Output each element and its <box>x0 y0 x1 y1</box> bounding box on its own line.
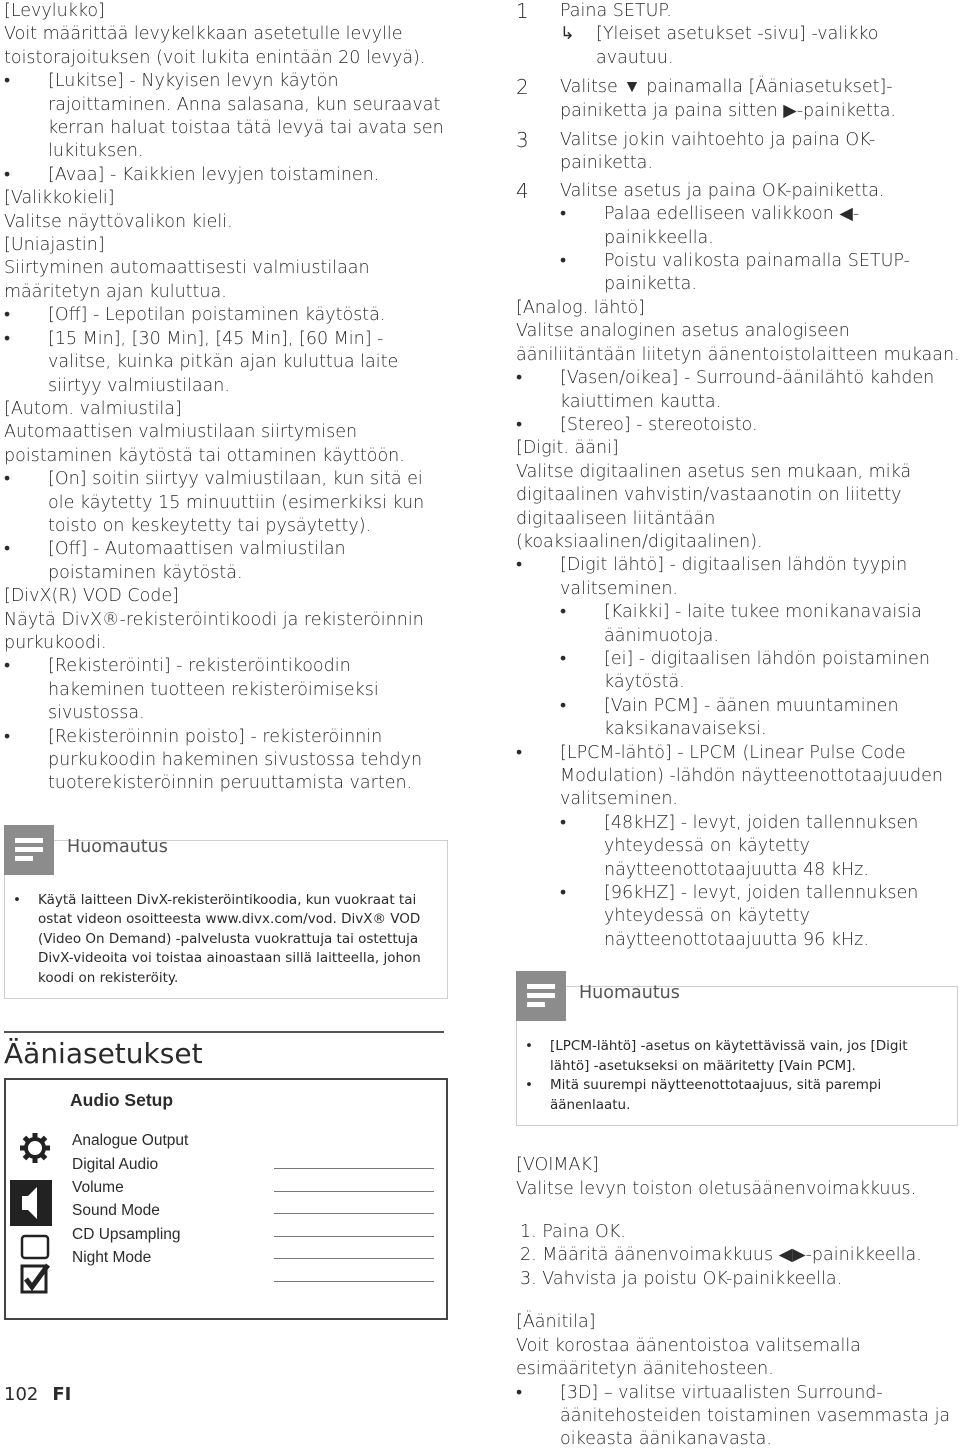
note-icon <box>4 825 54 875</box>
note-box <box>4 836 448 1000</box>
audio-setup-screen <box>4 1078 448 1320</box>
digital-heading: [Digit. ääni] <box>516 438 619 459</box>
volume-step-1: 1. Paina OK. <box>520 1222 626 1243</box>
note-text: • Käytä laitteen DivX-rekisteröintikoodia, kun vuokraat tai ostat videon osoitteesta www.divx.com/vod. DivX® VOD (Video On Demand) -palvelusta vuokrattuja tai ostettuja DivX-videoita voi toistaa ainoastaan sillä laitteella, johon koodi on rekisteröity. <box>13 891 435 989</box>
menu-item-volume[interactable]: Volume <box>68 1177 244 1200</box>
step-1: 1 Paina SETUP. <box>516 0 672 23</box>
lpcm-sub-48: • [48kHZ] - levyt, joiden tallennuksen yhteydessä on käytetty näytteenottotaajuutta 48 kHz. <box>516 812 960 882</box>
analog-heading: [Analog. lähtö] <box>516 297 645 318</box>
lock-description: Voit määrittää levykelkkaan asetetulle levylle toistorajoituksen (voit lukita enintään 20 levyä). <box>4 24 426 68</box>
audio-setup-sidebar <box>8 1124 54 1314</box>
menu-item-analogue-output[interactable]: Analogue Output <box>68 1130 244 1153</box>
sound-mode-bullet-3d: • [3D] – valitse virtuaalisten Surround-äänitehosteiden toistaminen vasemmasta ja oikeasta äänikanavasta. <box>516 1382 960 1452</box>
sleep-timer-bullet-minutes: • [15 Min], [30 Min], [45 Min], [60 Min] - valitse, kuinka pitkän ajan kuluttua laite siirtyy valmiustilaan. <box>4 328 448 398</box>
audio-setup-title: Audio Setup <box>70 1090 174 1111</box>
audio-setup-menu <box>68 1130 244 1270</box>
auto-standby-heading: [Autom. valmiustila] <box>4 398 182 419</box>
note-title-right: Huomautus <box>579 983 680 1004</box>
sleep-timer-bullet-off: • [Off] - Lepotilan poistaminen käytöstä. <box>4 304 448 327</box>
digital-bullet-output: • [Digit lähtö] - digitaalisen lähdön tyypin valitseminen. <box>516 554 960 601</box>
page-language: FI <box>52 1384 72 1405</box>
left-column <box>4 0 448 1320</box>
screen-icon[interactable] <box>22 1236 48 1258</box>
menu-language-description: Valitse näyttövalikon kieli. <box>4 211 233 232</box>
digital-sub-off: • [ei] - digitaalisen lähdön poistaminen käytöstä. <box>516 648 960 695</box>
page-number: 102 <box>4 1384 39 1405</box>
page-footer <box>4 1384 71 1405</box>
menu-item-night-mode[interactable]: Night Mode <box>68 1247 244 1270</box>
divx-heading: [DivX(R) VOD Code] <box>4 586 179 607</box>
divx-bullet-register: • [Rekisteröinti] - rekisteröintikoodin hakeminen tuotteen rekisteröimiseksi sivustossa. <box>4 655 448 725</box>
note-icon <box>516 971 566 1021</box>
section-title: Ääniasetukset <box>4 1037 203 1071</box>
sound-mode-description: Voit korostaa äänentoistoa valitsemalla esimääritetyn äänitehosteen. <box>516 1335 861 1380</box>
digital-sub-all: • [Kaikki] - laite tukee monikanavaisia äänimuotoja. <box>516 601 960 648</box>
gear-icon[interactable] <box>20 1133 50 1163</box>
divx-bullet-deregister: • [Rekisteröinnin poisto] - rekisteröinnin purkukoodin hakeminen sivustossa tehdyn tuoterekisteröinnin peruuttamista varten. <box>4 726 448 796</box>
right-column <box>516 0 960 1452</box>
analog-description: Valitse analoginen asetus analogiseen ääniliitäntään liitetyn äänentoistolaitteen mukaan. <box>516 321 960 365</box>
digital-description: Valitse digitaalinen asetus sen mukaan, mikä digitaalinen vahvistin/vastaanotin on liitetty digitaaliseen liitäntään (koaksiaalinen/digitaalinen). <box>516 461 912 552</box>
lock-bullet-unlock: • [Avaa] - Kaikkien levyjen toistaminen. <box>4 164 448 187</box>
note-header <box>5 836 447 891</box>
step-1-result: ↳ [Yleiset asetukset -sivu] -valikko avautuu. <box>560 24 879 68</box>
menu-item-sound-mode[interactable]: Sound Mode <box>68 1200 244 1223</box>
speaker-icon[interactable] <box>10 1180 52 1226</box>
sleep-timer-heading: [Uniajastin] <box>4 235 105 256</box>
menu-item-digital-audio[interactable]: Digital Audio <box>68 1154 244 1177</box>
step-3: 3 Valitse jokin vaihtoehto ja paina OK-painiketta. <box>516 128 876 174</box>
auto-standby-bullet-on: • [On] soitin siirtyy valmiustilaan, kun sitä ei ole käytetty 15 minuuttiin (esimerkiksi kun toisto on keskeytetty tai pysäytetty). <box>4 468 448 538</box>
volume-step-3: 3. Vahvista ja poistu OK-painikkeella. <box>520 1268 843 1289</box>
sleep-timer-description: Siirtyminen automaattisesti valmiustilaan määritetyn ajan kuluttua. <box>4 258 370 302</box>
note-right-bullet-2: • Mitä suurempi näytteenottotaajuus, sitä parempi äänenlaatu. <box>525 1076 945 1115</box>
lock-bullet-lock: • [Lukitse] - Nykyisen levyn käytön rajoittaminen. Anna salasana, kun seuraavat kerran haluat toistaa tätä levyä tai avata sen lukituksen. <box>4 70 448 164</box>
menu-item-cd-upsampling[interactable]: CD Upsampling <box>68 1224 244 1247</box>
note-title: Huomautus <box>67 836 168 857</box>
note-header-right <box>517 983 957 1037</box>
divx-description: Näytä DivX®-rekisteröintikoodi ja rekisteröinnin purkukoodi. <box>4 609 424 653</box>
note-right-bullet-1: • [LPCM-lähtö] -asetus on käytettävissä vain, jos [Digit lähtö] -asetukseksi on määritetty [Vain PCM]. <box>525 1037 945 1076</box>
analog-bullet-stereo: • [Stereo] - stereotoisto. <box>516 414 960 437</box>
digital-sub-pcm: • [Vain PCM] - äänen muuntaminen kaksikanavaiseksi. <box>516 695 960 742</box>
volume-heading: [VOIMAK] <box>516 1155 599 1176</box>
sound-mode-heading: [Äänitila] <box>516 1312 596 1333</box>
volume-step-2: 2. Määritä äänenvoimakkuus ◀▶-painikkeella. <box>520 1245 922 1266</box>
volume-description: Valitse levyn toiston oletusäänenvoimakkuus. <box>516 1178 917 1199</box>
step-4-bullet-exit: • Poistu valikosta painamalla SETUP-painiketta. <box>516 250 960 297</box>
option-value-lines <box>274 1146 434 1282</box>
analog-bullet-lr: • [Vasen/oikea] - Surround-äänilähtö kahden kaiuttimen kautta. <box>516 367 960 414</box>
menu-language-heading: [Valikkokieli] <box>4 188 115 209</box>
auto-standby-bullet-off: • [Off] - Automaattisen valmiustilan poistaminen käytöstä. <box>4 538 448 585</box>
lpcm-sub-96: • [96kHZ] - levyt, joiden tallennuksen yhteydessä on käytetty näytteenottotaajuutta 96 kHz. <box>516 882 960 952</box>
checkbox-icon[interactable] <box>22 1265 48 1292</box>
step-4: 4 Valitse asetus ja paina OK-painiketta. <box>516 178 885 203</box>
lock-heading: [Levylukko] <box>4 1 105 21</box>
digital-bullet-lpcm: • [LPCM-lähtö] - LPCM (Linear Pulse Code Modulation) -lähdön näytteenottotaajuuden valitseminen. <box>516 742 960 812</box>
step-4-bullet-back: • Palaa edelliseen valikkoon ◀-painikkeella. <box>516 203 960 250</box>
auto-standby-description: Automaattisen valmiustilaan siirtymisen poistaminen käytöstä tai ottaminen käyttöön. <box>4 422 405 466</box>
note-box-right <box>516 983 958 1126</box>
step-2: 2 Valitse ▼ painamalla [Ääniasetukset]-painiketta ja paina sitten ▶-painiketta. <box>516 75 896 121</box>
